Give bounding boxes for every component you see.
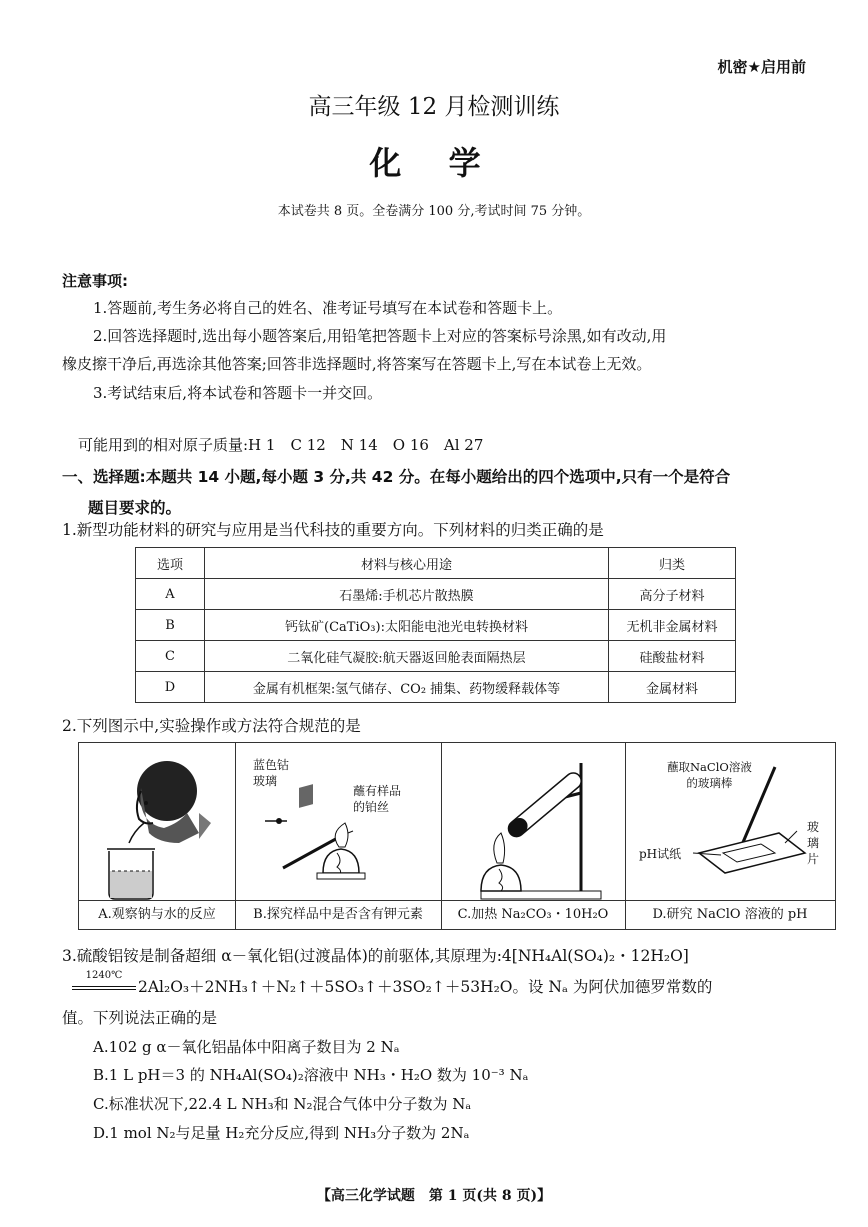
table-cell: 石墨烯:手机芯片散热膜 [205,579,609,610]
question-3-stem: 值。下列说法正确的是 [62,1009,218,1027]
table-cell: 无机非金属材料 [609,610,736,641]
table-cell: 高分子材料 [609,579,736,610]
table-cell: 二氧化硅气凝胶:航天器返回舱表面隔热层 [205,641,609,672]
reaction-condition: 1240℃ [85,970,123,981]
page-footer: 【高三化学试题 第 1 页(共 8 页)】 [316,1188,552,1204]
table-header: 材料与核心用途 [205,548,609,579]
option-b: B.1 L pH＝3 的 NH₄Al(SO₄)₂溶液中 NH₃・H₂O 数为 10⁻³ Nₐ [93,1066,529,1084]
table-cell: B [136,610,205,641]
caption-b: B.探究样品中是否含有钾元素 [235,900,441,929]
panel-d [625,743,835,929]
table-cell: C [136,641,205,672]
table-cell: D [136,672,205,703]
question-1-table [135,547,736,703]
notice-heading: 注意事项: [62,272,128,290]
caption-c: C.加热 Na₂CO₃・10H₂O [441,900,625,929]
notice-item: 2.回答选择题时,选出每小题答案后,用铅笔把答题卡上对应的答案标号涂黑,如有改动,用 [93,327,667,345]
exam-info: 本试卷共 8 页。全卷满分 100 分,考试时间 75 分钟。 [277,204,591,219]
panel-a [79,743,236,929]
question-3-stem: 3.硫酸铝铵是制备超细 α－氧化铝(过渡晶体)的前驱体,其原理为:4[NH₄Al(SO₄)₂・12H₂O] [62,947,689,965]
label-line: 蓝色钴 [253,758,290,772]
sniffing-illustration [79,743,235,901]
reaction-arrow [72,986,136,990]
notice-item: 3.考试结束后,将本试卷和答题卡一并交回。 [93,384,383,402]
label-line: 的玻璃棒 [686,776,733,790]
label-line: 蘸取NaClO溶液 [667,760,752,774]
subject-title: 化 学 [369,144,499,182]
caption-a: A.观察钠与水的反应 [79,900,235,929]
label-line: 蘸有样品 [353,784,402,798]
label-line: 璃 [807,836,820,850]
label-line: 玻 [807,820,820,834]
question-2-stem: 2.下列图示中,实验操作或方法符合规范的是 [62,717,361,735]
table-row [136,672,736,703]
section-heading-line: 一、选择题:本题共 14 小题,每小题 3 分,共 42 分。在每小题给出的四个选项中,只有一个是符合 [62,468,731,486]
notice-item: 橡皮擦干净后,再选涂其他答案;回答非选择题时,将答案写在答题卡上,写在本试卷上无效。 [62,355,652,373]
label-platinum-wire [353,783,401,815]
table-cell: 钙钛矿(CaTiO₃):太阳能电池光电转换材料 [205,610,609,641]
table-row [136,641,736,672]
table-row [136,579,736,610]
panel-b [235,743,442,929]
table-header-row [136,548,736,579]
section-heading [62,462,822,524]
table-cell: 金属材料 [609,672,736,703]
section-heading-line: 题目要求的。 [88,499,182,517]
label-ph-paper: pH试纸 [639,847,682,861]
table-header: 归类 [609,548,736,579]
table-row [136,610,736,641]
notice-item: 1.答题前,考生务必将自己的姓名、准考证号填写在本试卷和答题卡上。 [93,299,563,317]
label-line: 片 [807,852,820,866]
question-3-stem: 2Al₂O₃＋2NH₃↑＋N₂↑＋5SO₃↑＋3SO₂↑＋53H₂O。设 Nₐ 为阿伏加德罗常数的 [138,978,713,996]
label-line: 玻璃 [253,774,278,788]
label-cobalt-glass [253,757,289,789]
table-cell: 硅酸盐材料 [609,641,736,672]
label-line: 的铂丝 [353,800,390,814]
option-c: C.标准状况下,22.4 L NH₃和 N₂混合气体中分子数为 Nₐ [93,1095,472,1113]
option-a: A.102 g α－氧化铝晶体中阳离子数目为 2 Nₐ [93,1038,400,1056]
panel-c [441,743,626,929]
table-cell: A [136,579,205,610]
label-glass-slide [807,819,819,867]
heating-illustration [441,743,625,901]
table-header: 选项 [136,548,205,579]
atomic-masses: 可能用到的相对原子质量:H 1 C 12 N 14 O 16 Al 27 [78,436,484,454]
table-cell: 金属有机框架:氢气储存、CO₂ 捕集、药物缓释载体等 [205,672,609,703]
caption-d: D.研究 NaClO 溶液的 pH [625,900,835,929]
confidential-label: 机密★启用前 [717,58,806,76]
exam-title: 高三年级 12 月检测训练 [308,94,560,120]
option-d: D.1 mol N₂与足量 H₂充分反应,得到 NH₃分子数为 2Nₐ [93,1124,470,1142]
question-2-figure [78,742,836,930]
question-1-stem: 1.新型功能材料的研究与应用是当代科技的重要方向。下列材料的归类正确的是 [62,521,604,539]
label-glass-rod [667,759,752,791]
